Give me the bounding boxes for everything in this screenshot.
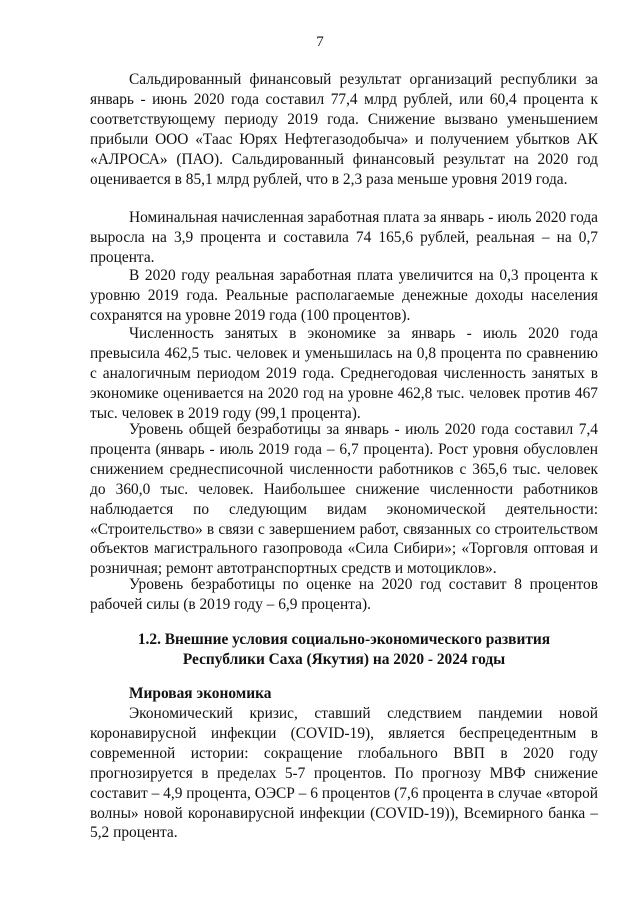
- paragraph-nominal-wages: Номинальная начисленная заработная плата за январь - июль 2020 года выросла на 3,9 процента и составила 74 165,6 рублей, реальная – на 0,7 процента.: [90, 209, 598, 266]
- paragraph-unemployment: Уровень общей безработицы за январь - июль 2020 года составил 7,4 процента (январь - июль 2019 года – 6,7 процента). Рост уровня обусловлен снижением среднесписочной численности работников с 365,6 тыс. человек до 360,0 тыс. человек. Наибольшее снижение численности работников наблюдается по следующим видам экономической деятельности: «Строительство» в связи с завершением работ, связанных со строительством объектов магистрального газопровода «Сила Сибири»; «Торговля оптовая и розничная; ремонт автотранспортных средств и мотоциклов».: [90, 421, 598, 578]
- subsection-heading: Мировая экономика: [129, 685, 272, 702]
- paragraph-unemployment-forecast: Уровень безработицы по оценке на 2020 год составит 8 процентов рабочей силы (в 2019 году – 6,9 процента).: [90, 576, 598, 613]
- paragraph-financial-result: Сальдированный финансовый результат организаций республики за январь - июнь 2020 года составил 77,4 млрд рублей, или 60,4 процента к соответствующему периоду 2019 года. Снижение вызвано уменьшением прибыли ООО «Таас Юрях Нефтегазодобыча» и получением убытков АК «АЛРОСА» (ПАО). Сальдированный финансовый результат на 2020 год оценивается в 85,1 млрд рублей, что в 2,3 раза меньше уровня 2019 года.: [90, 71, 598, 188]
- paragraph-world-economy: Экономический кризис, ставший следствием пандемии новой коронавирусной инфекции (COVID-19), является беспрецедентным в современной истории: сокращение глобального ВВП в 2020 году прогнозируется в пределах 5-7 процентов. По прогнозу МВФ снижение составит – 4,9 процента, ОЭСР – 6 процентов (7,6 процента в случае «второй волны» новой коронавирусной инфекции (COVID-19)), Всемирного банка – 5,2 процента.: [90, 705, 598, 842]
- section-heading: [90, 630, 598, 670]
- page-number: 7: [316, 34, 324, 50]
- paragraph-employment: Численность занятых в экономике за январь - июль 2020 года превысила 462,5 тыс. человек и уменьшилась на 0,8 процента по сравнению с аналогичным периодом 2019 года. Среднегодовая численность занятых в экономике оценивается на 2020 год на уровне 462,8 тыс. человек против 467 тыс. человек в 2019 году (99,1 процента).: [90, 325, 598, 422]
- paragraph-real-wages: В 2020 году реальная заработная плата увеличится на 0,3 процента к уровню 2019 года. Реальные располагаемые денежные доходы населения сохранятся на уровне 2019 года (100 процентов).: [90, 267, 598, 324]
- section-heading-line-2: Республики Саха (Якутия) на 2020 - 2024 годы: [182, 650, 506, 668]
- section-heading-line-1: 1.2. Внешние условия социально-экономического развития: [137, 631, 551, 648]
